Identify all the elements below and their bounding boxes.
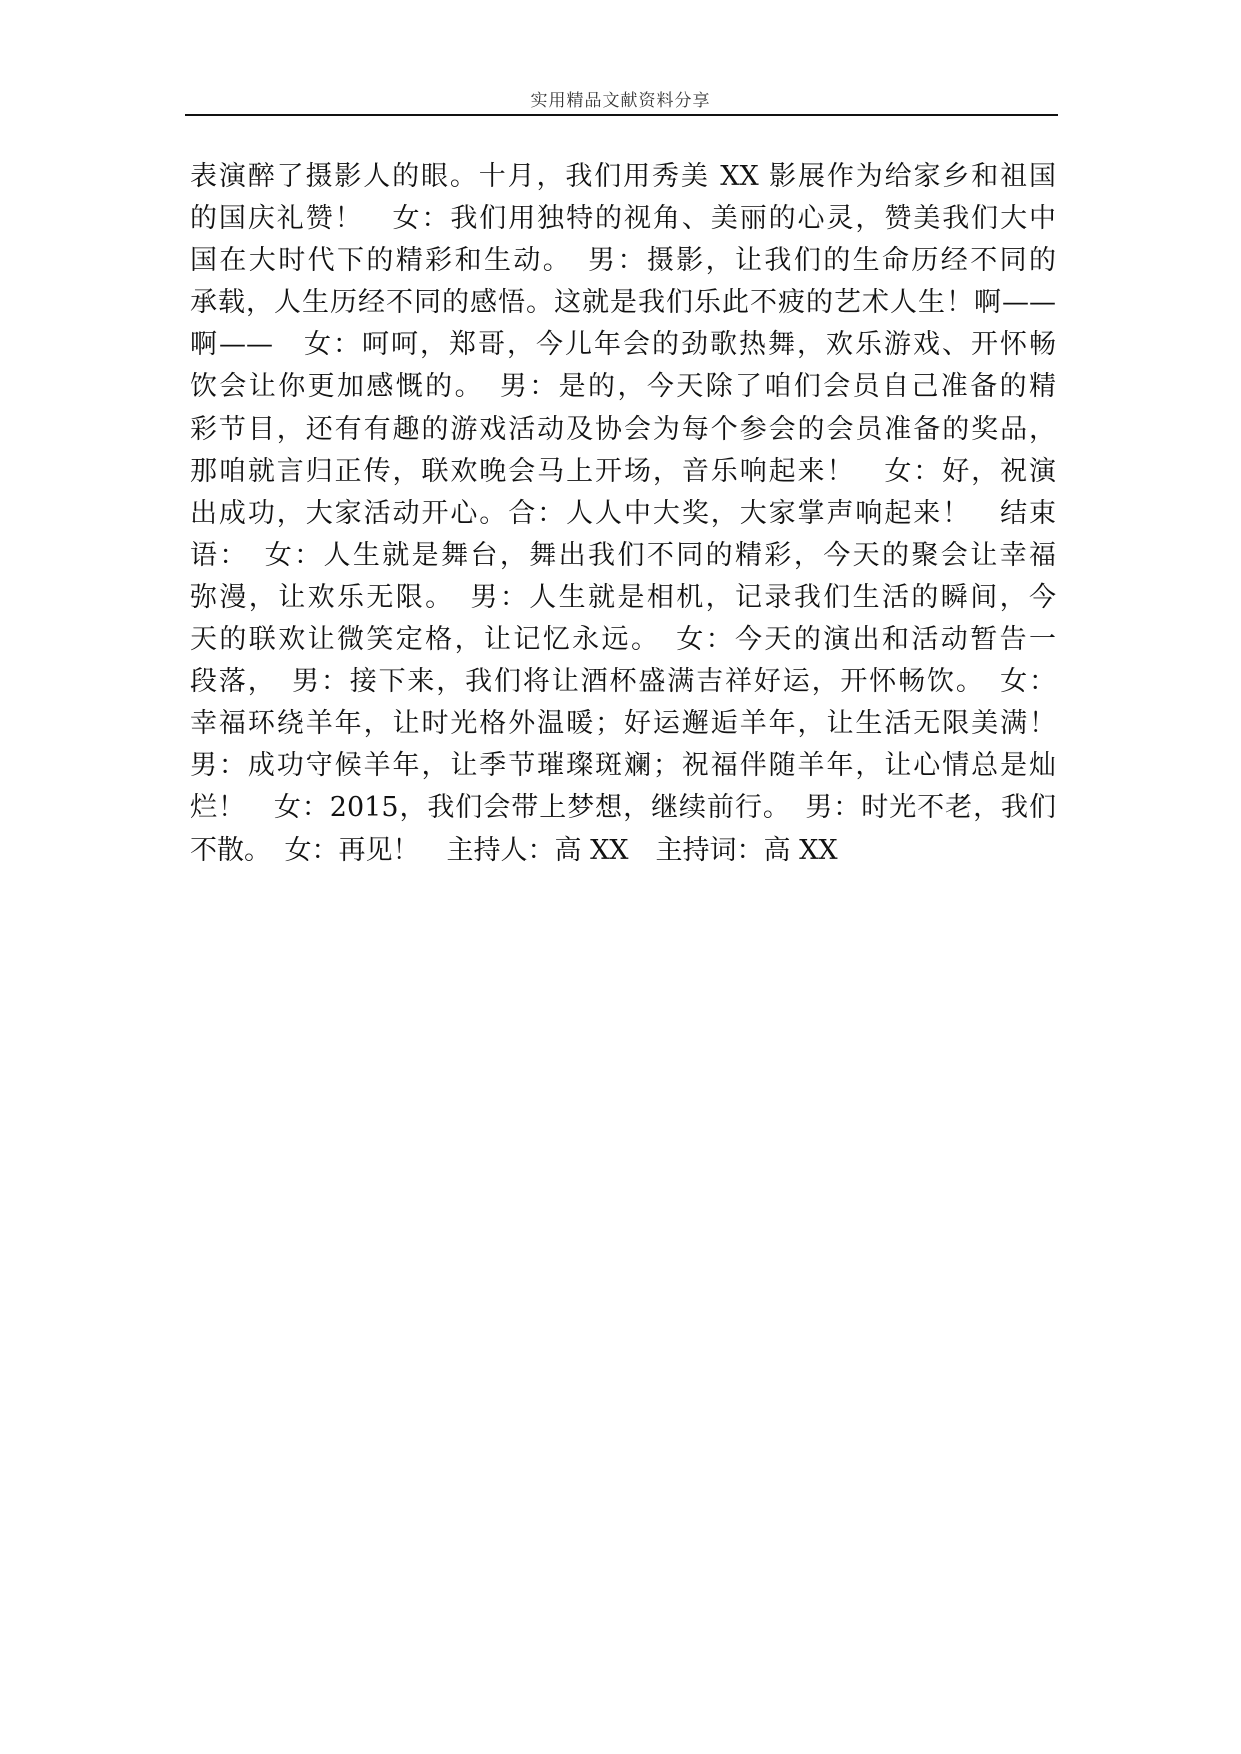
page-header: 实用精品文献资料分享	[530, 91, 711, 111]
text-line: 男：成功守候羊年，让季节璀璨斑斓；祝福伴随羊年，让心情总是灿	[190, 750, 1056, 782]
text-line: 出成功，大家活动开心。合：人人中大奖，大家掌声响起来！ 结束	[190, 497, 1056, 529]
header-divider	[185, 114, 1058, 116]
text-line: 那咱就言归正传，联欢晚会马上开场，音乐响起来！ 女：好，祝演	[190, 455, 1056, 487]
text-line: 不散。 女：再见！ 主持人：高 XX 主持词：高 XX	[190, 834, 838, 866]
body-text	[190, 156, 1056, 872]
text-line: 段落， 男：接下来，我们将让酒杯盛满吉祥好运，开怀畅饮。 女：	[190, 666, 1056, 698]
text-line: 啊—— 女：呵呵，郑哥，今儿年会的劲歌热舞，欢乐游戏、开怀畅	[190, 329, 1056, 361]
text-line: 彩节目，还有有趣的游戏活动及协会为每个参会的会员准备的奖品，	[190, 413, 1056, 445]
text-line: 饮会让你更加感慨的。 男：是的，今天除了咱们会员自己准备的精	[190, 371, 1056, 403]
text-line: 国在大时代下的精彩和生动。 男：摄影，让我们的生命历经不同的	[190, 245, 1056, 277]
text-line: 承载，人生历经不同的感悟。这就是我们乐此不疲的艺术人生！啊——	[190, 287, 1056, 319]
text-line: 烂！ 女：2015，我们会带上梦想，继续前行。 男：时光不老，我们	[190, 792, 1056, 824]
text-line: 弥漫，让欢乐无限。 男：人生就是相机，记录我们生活的瞬间，今	[190, 581, 1056, 613]
text-line: 的国庆礼赞！ 女：我们用独特的视角、美丽的心灵，赞美我们大中	[190, 203, 1056, 235]
text-line: 表演醉了摄影人的眼。十月，我们用秀美 XX 影展作为给家乡和祖国	[190, 161, 1056, 192]
text-line: 幸福环绕羊年，让时光格外温暖；好运邂逅羊年，让生活无限美满！	[190, 708, 1056, 740]
text-line: 语： 女：人生就是舞台，舞出我们不同的精彩，今天的聚会让幸福	[190, 539, 1056, 571]
text-line: 天的联欢让微笑定格，让记忆永远。 女：今天的演出和活动暂告一	[190, 624, 1056, 656]
